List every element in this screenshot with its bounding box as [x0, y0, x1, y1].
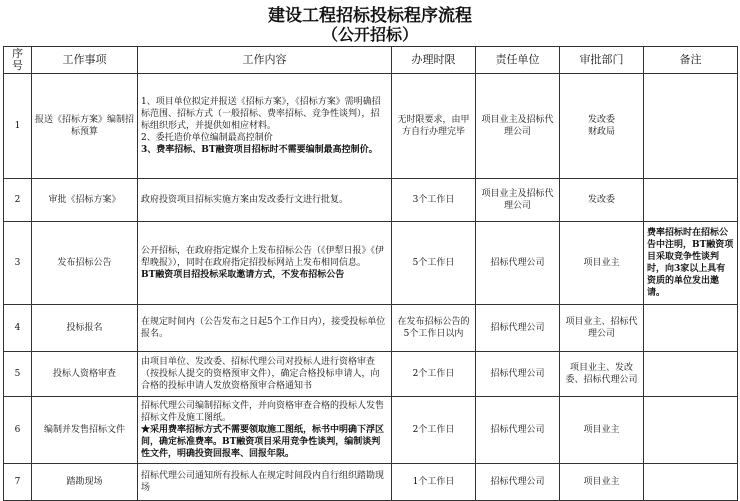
- table-row: [4, 222, 738, 305]
- header-item: 工作事项: [32, 47, 138, 74]
- content-paragraph: BT融资项目招投标采取邀请方式，不发布招标公告: [141, 270, 345, 280]
- cell-note: [644, 74, 738, 179]
- cell-num: 2: [4, 179, 32, 222]
- cell-dept: 项目业主: [560, 397, 644, 464]
- cell-unit: 项目业主及招标代理公司: [476, 74, 560, 179]
- cell-num: 7: [4, 464, 32, 501]
- cell-item: 编制并发售招标文件: [32, 397, 138, 464]
- cell-unit: 招标代理公司: [476, 222, 560, 305]
- cell-item: 投标人资格审查: [32, 352, 138, 397]
- cell-item: 踏勘现场: [32, 464, 138, 501]
- cell-content: [138, 397, 392, 464]
- cell-dept: 项目业主: [560, 222, 644, 305]
- cell-unit: 招标代理公司: [476, 352, 560, 397]
- cell-note: [644, 352, 738, 397]
- cell-item: 发布招标公告: [32, 222, 138, 305]
- cell-time: 5个工作日: [392, 222, 476, 305]
- cell-content: [138, 305, 392, 352]
- cell-unit: 招标代理公司: [476, 464, 560, 501]
- cell-time: 1个工作日: [392, 464, 476, 501]
- cell-unit: 项目业主及招标代理公司: [476, 179, 560, 222]
- table-row: [4, 352, 738, 397]
- content-paragraph: 3、费率招标、BT融资项目招标时不需要编制最高控制价。: [141, 145, 378, 155]
- header-content: 工作内容: [138, 47, 392, 74]
- cell-content: [138, 352, 392, 397]
- cell-note: [644, 397, 738, 464]
- header-num: 序号: [4, 47, 32, 74]
- cell-num: 6: [4, 397, 32, 464]
- cell-content: [138, 74, 392, 179]
- cell-time: 2个工作日: [392, 352, 476, 397]
- procedure-table: [3, 46, 738, 501]
- content-paragraph: 公开招标，在政府指定媒介上发布招标公告（《伊犁日报》《伊犁晚报》），同时在政府指定招投标网站上发布相同信息。: [141, 246, 385, 268]
- table-row: [4, 305, 738, 352]
- cell-time: 3个工作日: [392, 179, 476, 222]
- table-body: [4, 74, 738, 501]
- content-paragraph: 政府投资项目招标实施方案由发改委行文进行批复。: [141, 195, 349, 205]
- cell-time: 无时限要求，由甲方自行办理完毕: [392, 74, 476, 179]
- cell-num: 3: [4, 222, 32, 305]
- cell-note: 费率招标时在招标公告中注明，BT融资项目采取竞争性谈判时，向3家以上具有资质的单位发出邀请。: [644, 222, 738, 305]
- cell-dept: 发改委 财政局: [560, 74, 644, 179]
- cell-num: 4: [4, 305, 32, 352]
- cell-item: 审批《招标方案》: [32, 179, 138, 222]
- cell-dept: 项目业主、发改委、招标代理公司: [560, 352, 644, 397]
- cell-dept: 发改委: [560, 179, 644, 222]
- cell-note: [644, 179, 738, 222]
- content-paragraph: 1、项目单位拟定并报送《招标方案》，《招标方案》需明确招标范围、招标方式（一般招标、费率招标、竞争性谈判），招标组织形式，并提供如相应材料。: [141, 97, 381, 131]
- cell-content: [138, 464, 392, 501]
- header-unit: 责任单位: [476, 47, 560, 74]
- cell-time: 2个工作日: [392, 397, 476, 464]
- cell-content: [138, 222, 392, 305]
- content-paragraph: 2、委托造价单位编制最高控制价: [141, 133, 273, 143]
- cell-unit: 招标代理公司: [476, 305, 560, 352]
- content-paragraph: 招标代理公司编制招标文件，并向资格审查合格的投标人发售招标文件及施工图纸。: [141, 401, 385, 423]
- cell-unit: 招标代理公司: [476, 397, 560, 464]
- table-header-row: [4, 47, 738, 74]
- cell-item: 投标报名: [32, 305, 138, 352]
- cell-num: 5: [4, 352, 32, 397]
- cell-dept: 项目业主、招标代理公司: [560, 305, 644, 352]
- table-row: [4, 397, 738, 464]
- cell-item: 报送《招标方案》编制招标预算: [32, 74, 138, 179]
- content-paragraph: 由项目单位、发改委、招标代理公司对投标人进行资格审查（按投标人提交的资格预审文件），确定合格投标申请人，向合格的投标申请人发放资格预审合格通知书: [141, 357, 380, 391]
- header-time: 办理时限: [392, 47, 476, 74]
- cell-time: 在发布招标公告的5个工作日以内: [392, 305, 476, 352]
- page-subtitle: （公开招标）: [321, 25, 418, 44]
- table-row: [4, 464, 738, 501]
- content-paragraph: ★采用费率招标方式不需要领取施工图纸，标书中明确下浮区间，确定标准费率。BT融资项目采用竞争性谈判，编制谈判性文件，明确投资回报率、回报年限。: [141, 425, 385, 459]
- page-title: 建设工程招标投标程序流程: [268, 6, 472, 26]
- cell-note: [644, 464, 738, 501]
- cell-content: [138, 179, 392, 222]
- content-paragraph: 招标代理公司通知所有投标人在规定时间段内自行组织踏勘现场: [141, 471, 385, 493]
- cell-num: 1: [4, 74, 32, 179]
- header-note: 备注: [644, 47, 738, 74]
- table-row: [4, 179, 738, 222]
- table-row: [4, 74, 738, 179]
- cell-dept: 项目业主: [560, 464, 644, 501]
- cell-note: [644, 305, 738, 352]
- header-dept: 审批部门: [560, 47, 644, 74]
- content-paragraph: 在规定时间内（公告发布之日起5个工作日内），接受投标单位报名。: [141, 317, 386, 339]
